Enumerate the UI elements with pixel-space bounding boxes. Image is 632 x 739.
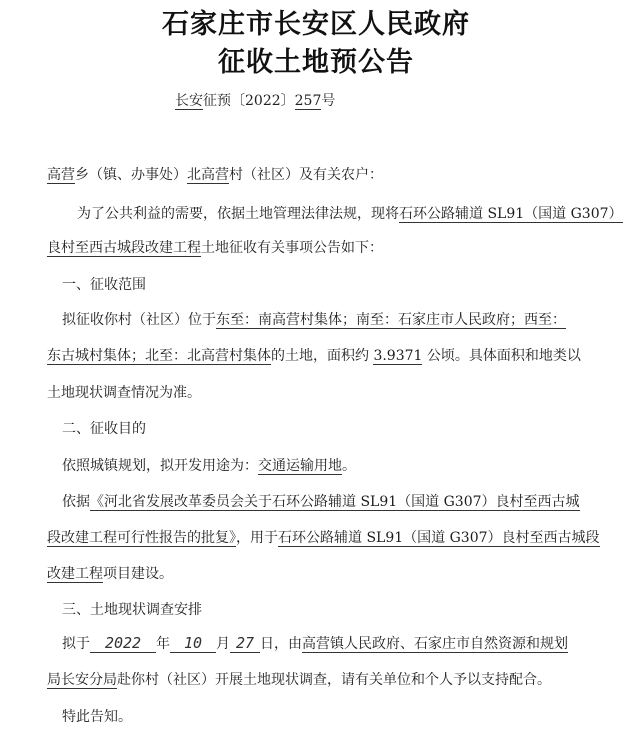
- intro-project-b: 良村至西古城段改建工程: [47, 240, 201, 256]
- doc-number-prefix: 长安: [175, 93, 203, 109]
- survey-year: 2022: [90, 634, 156, 653]
- section2-line2: [62, 491, 580, 511]
- section3-p1-end: 赴你村（社区）开展土地现状调查，请有关单位和个人予以支持配合。: [117, 672, 551, 688]
- addressee-township: 高营: [47, 167, 75, 183]
- section2-project-b: 改建工程: [47, 566, 103, 582]
- section1-area: 3.9371: [373, 348, 423, 364]
- section3-agencies-b: 局长安分局: [47, 672, 117, 688]
- section3-line1: [62, 633, 568, 653]
- section2-project-a: 石环公路辅道 SL91（国道 G307）良村至西古城段: [278, 530, 600, 546]
- section1-p1-mid: 的土地，面积约: [271, 348, 369, 364]
- section2-p1-end: 。: [342, 458, 356, 474]
- section2-line4: [47, 563, 173, 583]
- addressee-village: 北高营: [187, 167, 229, 183]
- section2-approval-a: 《河北省发展改革委员会关于石环公路辅道 SL91（国道 G307）良村至西古城: [90, 494, 580, 510]
- closing-text: 特此告知。: [62, 709, 132, 725]
- section1-heading: 一、征收范围: [62, 277, 146, 293]
- addressee-line: [47, 164, 383, 184]
- section1-line2: [47, 345, 581, 365]
- intro-text1: 为了公共利益的需要，依据土地管理法律法规，现将: [77, 206, 399, 222]
- section2-p2-start: 依据: [62, 494, 90, 510]
- intro-line1: [77, 203, 623, 223]
- survey-day: 27: [230, 634, 260, 653]
- section2-p2-end: 项目建设。: [103, 566, 173, 582]
- section1-p1-end: 公顷。具体面积和地类以: [426, 348, 581, 364]
- survey-month-unit: 月: [216, 636, 230, 652]
- survey-month: 10: [170, 634, 216, 653]
- intro-line2: [47, 237, 383, 257]
- section3-agencies-a: 高营镇人民政府、石家庄市自然资源和规划: [302, 636, 568, 652]
- intro-project-a: 石环公路辅道 SL91（国道 G307）: [399, 206, 623, 222]
- notice-title-line1: 石家庄市长安区人民政府: [162, 9, 470, 40]
- section1-boundary-a: 东至：南高营村集体；南至：石家庄市人民政府；西至：: [216, 312, 566, 328]
- doc-number-value: 257: [294, 93, 322, 109]
- section3-line2: [47, 669, 551, 689]
- section2-purpose: 交通运输用地: [258, 458, 342, 474]
- survey-year-unit: 年: [156, 636, 170, 652]
- intro-text2: 土地征收有关事项公告如下：: [201, 240, 383, 256]
- section2-p2-mid: ，用于: [236, 530, 278, 546]
- addressee-end: 村（社区）及有关农户：: [229, 167, 383, 183]
- section1-line1: [62, 309, 566, 329]
- section2-line3: [47, 527, 600, 547]
- addressee-mid: 乡（镇、办事处）: [75, 167, 187, 183]
- survey-day-unit: 日，由: [260, 636, 302, 652]
- section3-p1-start: 拟于: [62, 636, 90, 652]
- section1-p1-start: 拟征收你村（社区）位于: [62, 312, 216, 328]
- section1-line3: 土地现状调查情况为准。: [47, 385, 201, 401]
- doc-number-rest: 征预〔2022〕: [203, 93, 295, 109]
- doc-number-suffix: 号: [321, 93, 336, 109]
- notice-title-line2: 征收土地预公告: [218, 47, 414, 78]
- section2-p1-start: 依照城镇规划，拟开发用途为：: [62, 458, 258, 474]
- section2-approval-b: 段改建工程可行性报告的批复》: [47, 530, 236, 546]
- section2-line1: [62, 455, 356, 475]
- document-number: [175, 90, 335, 110]
- section2-heading: 二、征收目的: [62, 421, 146, 437]
- section3-heading: 三、土地现状调查安排: [62, 602, 202, 618]
- section1-boundary-b: 东古城村集体；北至：北高营村集体: [47, 348, 271, 364]
